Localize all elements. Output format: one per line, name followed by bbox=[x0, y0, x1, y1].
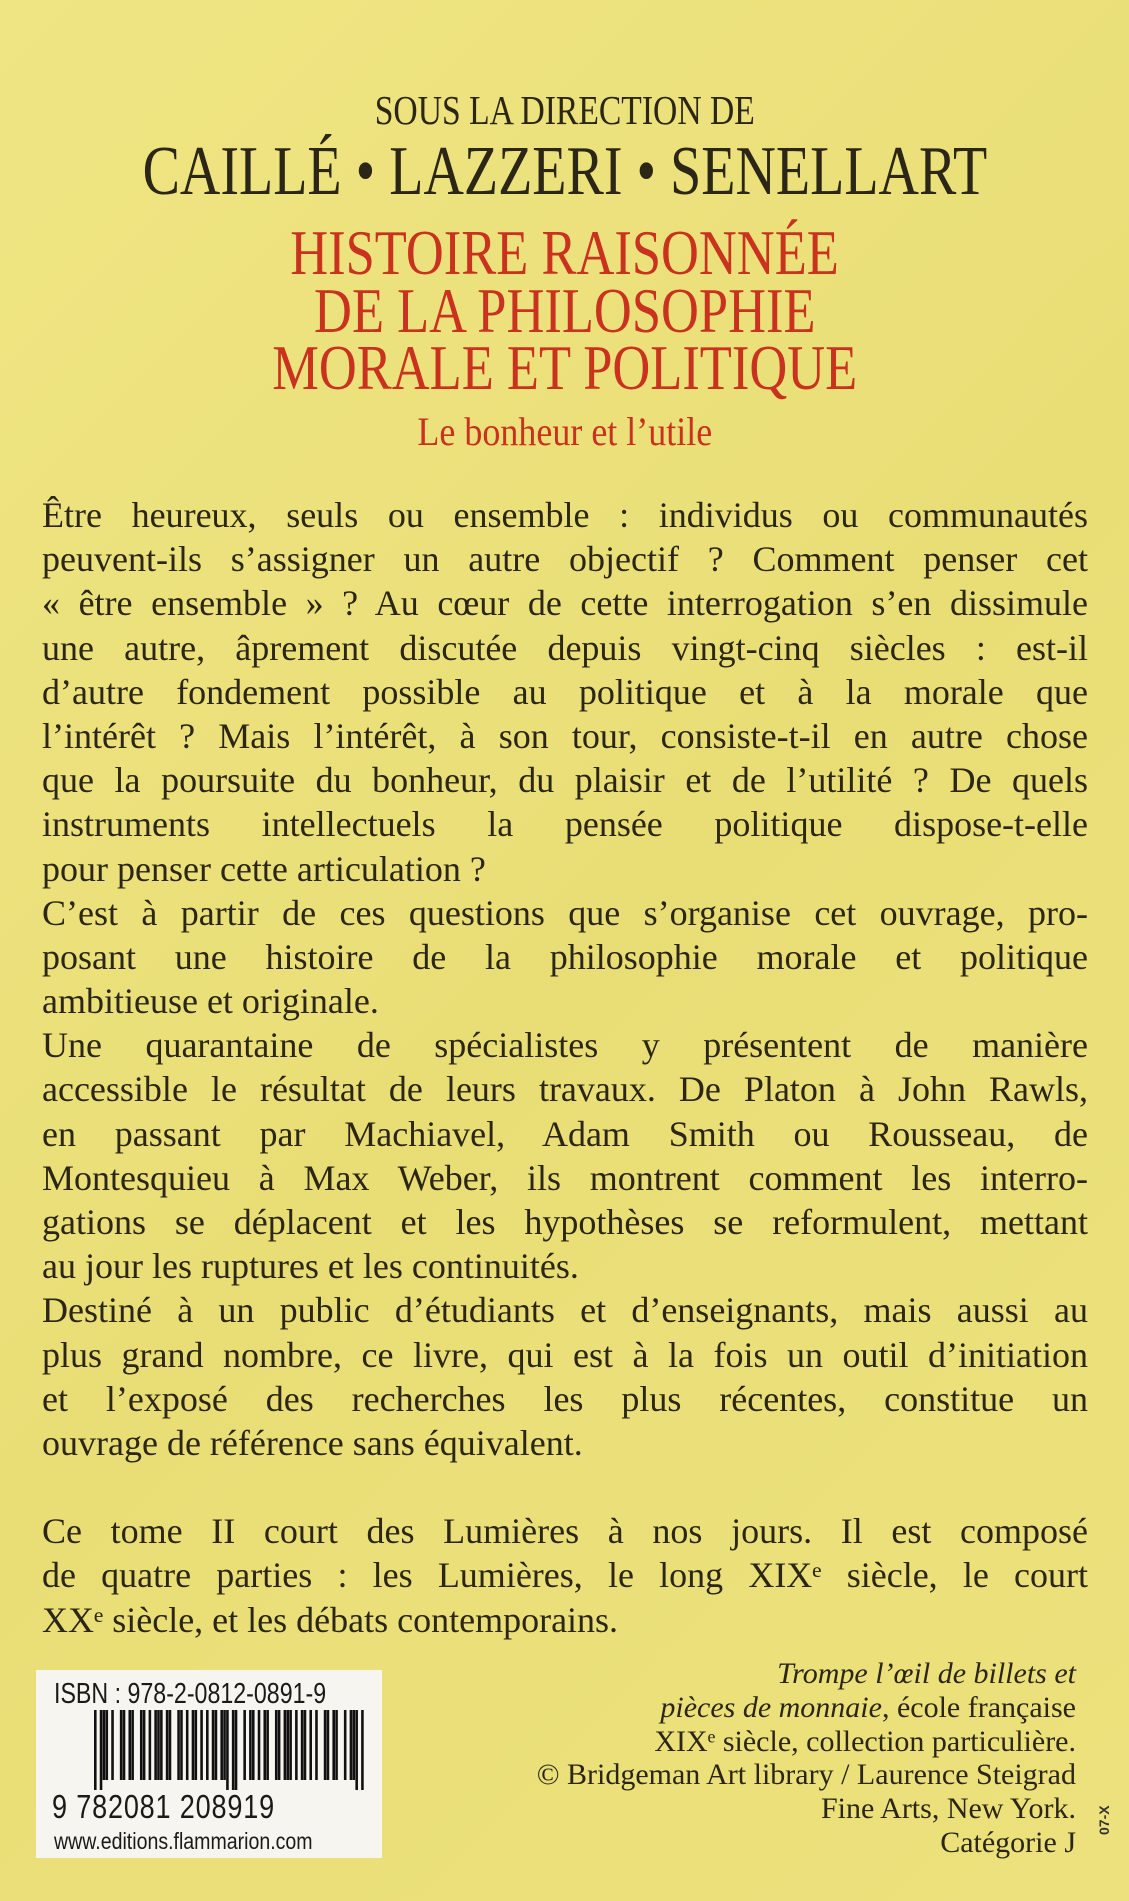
barcode-bar bbox=[154, 1710, 157, 1780]
barcode-bar bbox=[350, 1710, 353, 1780]
barcode-bar bbox=[200, 1710, 203, 1780]
barcode-bar bbox=[252, 1710, 255, 1780]
text-line: pour penser cette articulation ? bbox=[42, 848, 486, 889]
barcode-bar bbox=[111, 1710, 114, 1780]
barcode-bar bbox=[103, 1710, 106, 1780]
text-line: « être ensemble » ? Au cœur de cette interrogation s’en dissimule bbox=[42, 583, 1088, 624]
publisher-url: www.editions.flammarion.com bbox=[54, 1828, 313, 1854]
credit-line bbox=[537, 1691, 1076, 1725]
cover-credits bbox=[537, 1657, 1076, 1860]
barcode-bar bbox=[206, 1710, 209, 1780]
barcode-bar bbox=[332, 1710, 335, 1780]
barcode-bar bbox=[315, 1710, 318, 1780]
barcode-bar bbox=[344, 1710, 347, 1780]
text-line: et l’exposé des recherches les plus récentes, constitue un bbox=[42, 1378, 1088, 1419]
credit-line: Fine Arts, New York. bbox=[820, 1792, 1076, 1826]
text-line: Être heureux, seuls ou ensemble : individus ou communautés bbox=[42, 495, 1088, 535]
directed-by-label bbox=[0, 87, 1129, 133]
text-line: de quatre parties : les Lumières, le long XIXᵉ siècle, le court bbox=[42, 1555, 1088, 1596]
barcode-bar bbox=[355, 1710, 358, 1790]
text-line: plus grand nombre, ce livre, qui est à la fois un outil d’initiation bbox=[42, 1334, 1088, 1375]
blurb-text bbox=[42, 493, 1088, 1642]
text-line: Destiné à un public d’étudiants et d’enseignants, mais aussi au bbox=[42, 1290, 1088, 1331]
spacer bbox=[42, 1465, 1088, 1509]
barcode-bar bbox=[226, 1710, 229, 1790]
barcode-bar bbox=[177, 1710, 180, 1780]
text-line: instruments intellectuels la pensée politique dispose-t-elle bbox=[42, 804, 1088, 845]
isbn-barcode-label bbox=[36, 1670, 382, 1858]
barcode-bar bbox=[100, 1710, 103, 1790]
barcode-bar bbox=[263, 1710, 266, 1780]
barcode-bar bbox=[123, 1710, 126, 1780]
barcode-bar bbox=[249, 1710, 252, 1780]
barcode-bar bbox=[180, 1710, 183, 1780]
barcode-bar bbox=[309, 1710, 312, 1780]
barcode-bar bbox=[295, 1710, 298, 1780]
isbn-number: ISBN : 978-2-0812-0891-9 bbox=[54, 1678, 327, 1710]
barcode-bar bbox=[266, 1710, 269, 1780]
title-text: MORALE ET POLITIQUE bbox=[272, 332, 857, 403]
subtitle-text: Le bonheur et l’utile bbox=[417, 409, 712, 454]
barcode-bar bbox=[195, 1710, 198, 1780]
barcode-bar bbox=[166, 1710, 169, 1780]
text-line: l’intérêt ? Mais l’intérêt, à son tour, consiste-t-il en autre chose bbox=[42, 715, 1088, 756]
text-line: ambitieuse et originale. bbox=[42, 981, 379, 1022]
barcode-bar bbox=[149, 1710, 152, 1780]
credit-line: Trompe l’œil de billets et bbox=[777, 1657, 1076, 1690]
barcode-bar bbox=[140, 1710, 143, 1780]
barcode-bar bbox=[301, 1710, 304, 1780]
barcode-bar bbox=[286, 1710, 289, 1780]
subtitle bbox=[0, 409, 1129, 454]
text-line: Ce tome II court des Lumières à nos jours. Il est composé bbox=[42, 1511, 1088, 1552]
credit-text: , école française bbox=[881, 1690, 1076, 1724]
barcode-bar bbox=[143, 1710, 146, 1780]
barcode-bar bbox=[353, 1710, 356, 1780]
text-line: que la poursuite du bonheur, du plaisir et de l’utilité ? De quels bbox=[42, 760, 1088, 801]
title-text: DE LA PHILOSOPHIE bbox=[313, 275, 816, 346]
text-line: peuvent-ils s’assigner un autre objectif ? Comment penser cet bbox=[42, 539, 1088, 580]
barcode-bar bbox=[215, 1710, 218, 1780]
text-line: au jour les ruptures et les continuités. bbox=[42, 1246, 579, 1287]
barcode-bar bbox=[192, 1710, 195, 1780]
barcode-bar bbox=[128, 1710, 131, 1780]
credit-line: XIXᵉ siècle, collection particulière. bbox=[654, 1724, 1076, 1758]
barcode-bar bbox=[289, 1710, 292, 1780]
barcode-bar bbox=[275, 1710, 278, 1780]
authors bbox=[0, 133, 1129, 210]
text-line: ouvrage de référence sans équivalent. bbox=[42, 1422, 583, 1463]
text-line: en passant par Machiavel, Adam Smith ou Rousseau, de bbox=[42, 1113, 1088, 1154]
barcode-bar bbox=[361, 1710, 364, 1790]
barcode-bar bbox=[243, 1710, 246, 1780]
text-line: accessible le résultat de leurs travaux. De Platon à John Rawls, bbox=[42, 1069, 1088, 1110]
text-line: d’autre fondement possible au politique et à la morale que bbox=[42, 671, 1088, 712]
barcode-bar bbox=[327, 1710, 330, 1780]
credit-line: © Bridgeman Art library / Laurence Steigrad bbox=[536, 1758, 1076, 1792]
text-line: C’est à partir de ces questions que s’organise cet ouvrage, pro- bbox=[42, 892, 1088, 933]
barcode-bar bbox=[220, 1710, 223, 1780]
barcode-bar bbox=[105, 1710, 108, 1780]
text-line: une autre, âprement discutée depuis vingt-cinq siècles : est-il bbox=[42, 627, 1088, 668]
barcode-bar bbox=[232, 1710, 235, 1790]
authors-text: CAILLÉ • LAZZERI • SENELLART bbox=[142, 133, 987, 210]
category-label: Catégorie J bbox=[940, 1825, 1076, 1859]
print-code: 07-X bbox=[1096, 1805, 1112, 1835]
barcode-bar bbox=[160, 1710, 163, 1780]
barcode-bar bbox=[223, 1710, 226, 1780]
text-line: gations se déplacent et les hypothèses se reformulent, mettant bbox=[42, 1202, 1088, 1242]
barcode-bar bbox=[94, 1710, 97, 1790]
credit-italic: pièces de monnaie bbox=[660, 1690, 882, 1724]
barcode-bar bbox=[157, 1710, 160, 1780]
barcode-bar bbox=[169, 1710, 172, 1780]
text-line: XXᵉ siècle, et les débats contemporains. bbox=[42, 1599, 619, 1640]
title-text: HISTOIRE RAISONNÉE bbox=[290, 217, 839, 288]
barcode-bar bbox=[186, 1710, 189, 1780]
barcode-bar bbox=[284, 1710, 287, 1780]
text-line: Montesquieu à Max Weber, ils montrent comment les interro- bbox=[42, 1157, 1088, 1198]
barcode-icon bbox=[94, 1710, 364, 1790]
barcode-bar bbox=[304, 1710, 307, 1780]
directed-by-text: SOUS LA DIRECTION DE bbox=[374, 87, 755, 133]
barcode-bar bbox=[212, 1710, 215, 1780]
text-line: posant une histoire de la philosophie morale et politique bbox=[42, 936, 1088, 977]
text-line: Une quarantaine de spécialistes y présentent de manière bbox=[42, 1025, 1088, 1066]
book-title-line-3 bbox=[0, 332, 1129, 403]
barcode-bar bbox=[335, 1710, 338, 1780]
barcode-digits: 9 782081 208919 bbox=[52, 1788, 275, 1825]
barcode-bar bbox=[324, 1710, 327, 1780]
barcode-bar bbox=[278, 1710, 281, 1780]
barcode-bar bbox=[120, 1710, 123, 1780]
barcode-bar bbox=[235, 1710, 238, 1790]
barcode-bar bbox=[258, 1710, 261, 1780]
barcode-bar bbox=[131, 1710, 134, 1780]
